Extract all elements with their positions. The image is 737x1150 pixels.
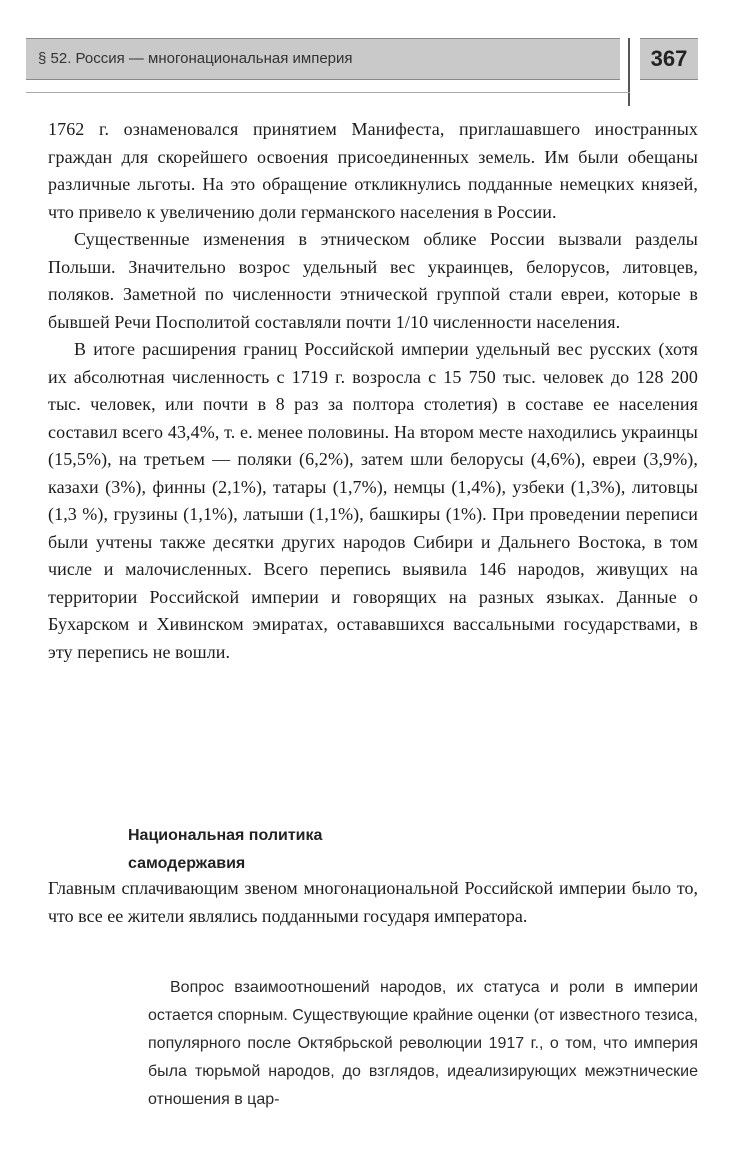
paragraph-2: Существенные изменения в этническом облике России вызвали разделы Польши. Значительно возрос удельный вес украинцев, белорусов, литовцев, поляков. Заметной по численности этнической группой стали евреи, которые в бывшей Речи Посполитой составляли почти 1/10 численности населения. [48, 229, 698, 332]
section-heading-line-2: самодержавия [128, 855, 246, 872]
section-heading-line-1: Национальная политика [128, 827, 323, 844]
aside-text [148, 974, 698, 1114]
header-rule [26, 92, 630, 93]
body-text [48, 116, 698, 666]
lead-paragraph: Главным сплачивающим звеном многонациональной Российской империи было то, что все ее жители являлись подданными государя императора. [48, 878, 698, 926]
section-lead [48, 874, 698, 930]
aside-paragraph: Вопрос взаимоотношений народов, их статуса и роли в империи остается спорным. Существующие крайние оценки (от известного тезиса, популярного после Октябрьской революции 1917 г., о том, что империя была тюрьмой народов, до взглядов, идеализирующих межэтнические отношения в цар- [148, 979, 698, 1108]
paragraph-3: В итоге расширения границ Российской империи удельный вес русских (хотя их абсолютная численность с 1719 г. возросла с 15 750 тыс. человек до 128 200 тыс. человек, или почти в 8 раз за полтора столетия) в составе ее населения составил всего 43,4%, т. е. менее половины. На втором месте находились украинцы (15,5%), на третьем — поляки (6,2%), затем шли белорусы (4,6%), евреи (3,9%), казахи (3%), финны (2,1%), татары (1,7%), немцы (1,4%), узбеки (1,3%), литовцы (1,3 %), грузины (1,1%), латыши (1,1%), башкиры (1%). При проведении переписи были учтены также десятки других народов Сибири и Дальнего Востока, в том числе и малочисленных. Всего перепись выявила 146 народов, живущих на территории Российской империи и говорящих на разных языках. Данные о Бухарском и Хивинском эмиратах, остававшихся вассальными государствами, в эту перепись не вошли. [48, 339, 698, 662]
page-number-box [640, 38, 698, 80]
section-heading [128, 822, 322, 878]
running-title: § 52. Россия — многонациональная империя [38, 50, 353, 67]
header-divider [628, 38, 630, 106]
page-number: 367 [650, 46, 688, 71]
paragraph-1: 1762 г. ознаменовался принятием Манифеста, приглашавшего иностранных граждан для скорейшего освоения присоединенных земель. Им были обещаны различные льготы. На это обращение откликнулись подданные немецких князей, что привело к увеличению доли германского населения в России. [48, 119, 698, 222]
